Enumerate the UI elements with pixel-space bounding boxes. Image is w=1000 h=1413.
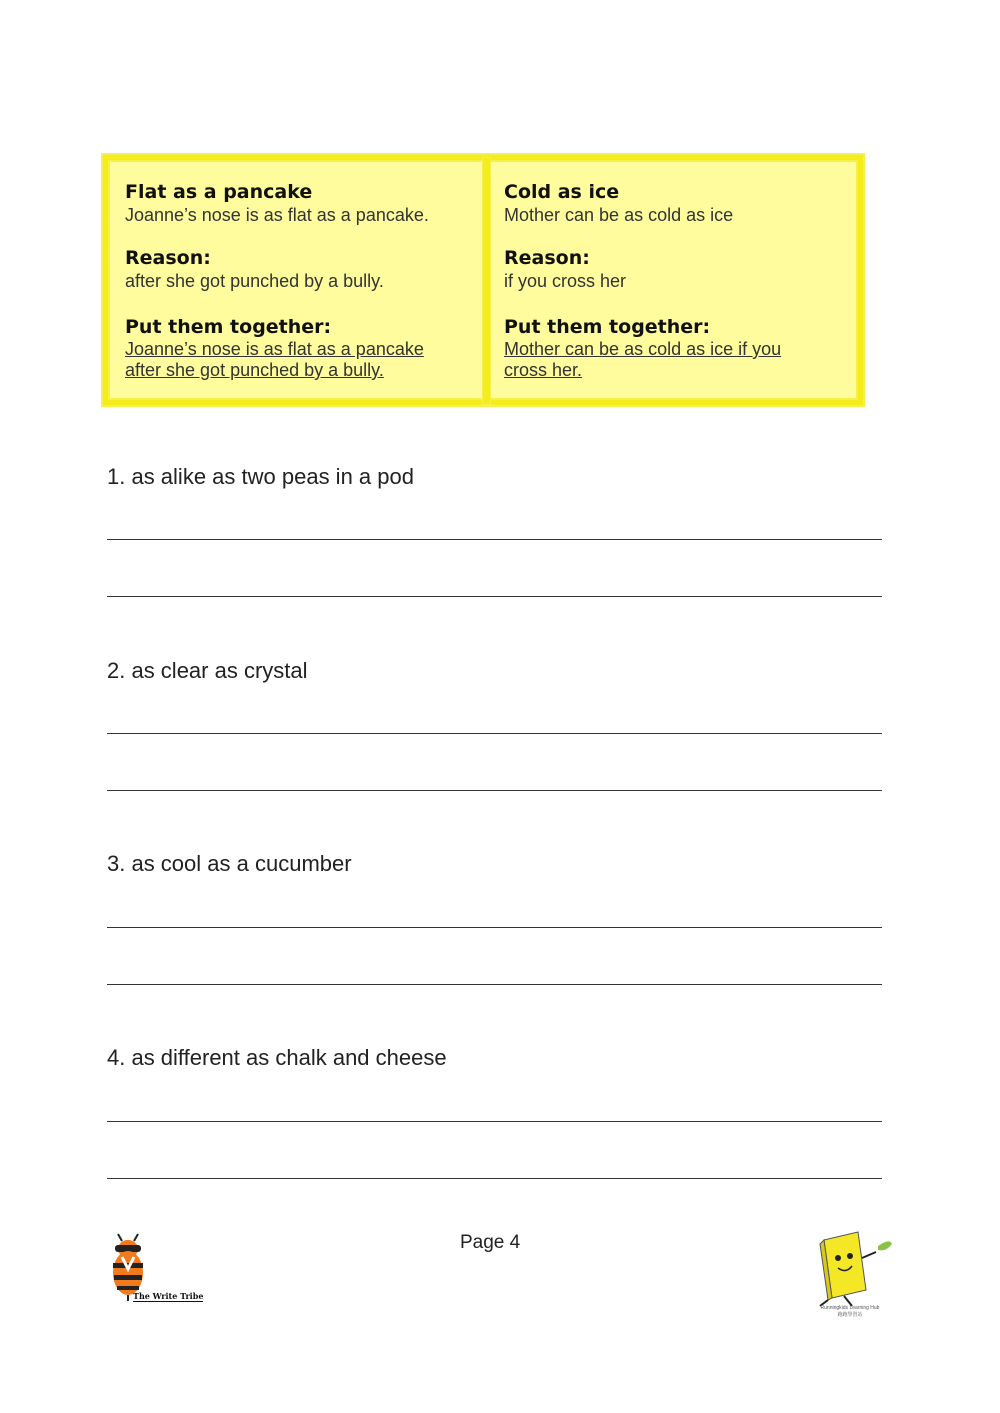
example-box <box>103 155 863 405</box>
bee-logo-caption: The Write Tribe <box>133 1291 204 1301</box>
answer-line-4a[interactable] <box>107 1121 882 1122</box>
question-3: 3. as cool as a cucumber <box>107 851 352 876</box>
together-line-2: after she got punched by a bully. <box>125 360 384 380</box>
question-1: 1. as alike as two peas in a pod <box>107 464 414 489</box>
answer-line-3b[interactable] <box>107 984 882 985</box>
answer-line-4b[interactable] <box>107 1178 882 1179</box>
together-label: Put them together: <box>504 316 711 338</box>
reason-label: Reason: <box>125 247 211 269</box>
example-flat-as-pancake <box>125 180 465 381</box>
book-logo-subtext: 跑跑學習站 <box>837 1312 863 1318</box>
answer-line-3a[interactable] <box>107 927 882 928</box>
together-line-1: Mother can be as cold as ice if you <box>504 339 782 359</box>
example-sentence: Joanne’s nose is as flat as a pancake. <box>125 205 429 225</box>
answer-line-1a[interactable] <box>107 539 882 540</box>
answer-line-1b[interactable] <box>107 596 882 597</box>
book-logo-caption <box>805 1305 895 1319</box>
book-logo-text: Runningkids Learning Hub <box>820 1305 880 1311</box>
together-label: Put them together: <box>125 316 332 338</box>
example-divider <box>483 158 490 404</box>
running-book-icon <box>806 1228 896 1308</box>
page-number: Page 4 <box>460 1232 521 1253</box>
answer-line-2b[interactable] <box>107 790 882 791</box>
answer-line-2a[interactable] <box>107 733 882 734</box>
example-sentence: Mother can be as cold as ice <box>504 205 734 225</box>
example-title: Cold as ice <box>504 181 620 203</box>
reason-text: if you cross her <box>504 271 627 291</box>
question-4: 4. as different as chalk and cheese <box>107 1045 447 1070</box>
question-2: 2. as clear as crystal <box>107 658 308 683</box>
example-cold-as-ice <box>504 180 844 381</box>
together-line-1: Joanne’s nose is as flat as a pancake <box>125 339 424 359</box>
reason-text: after she got punched by a bully. <box>125 271 384 291</box>
example-title: Flat as a pancake <box>125 181 313 203</box>
together-line-2: cross her. <box>504 360 583 380</box>
reason-label: Reason: <box>504 247 590 269</box>
